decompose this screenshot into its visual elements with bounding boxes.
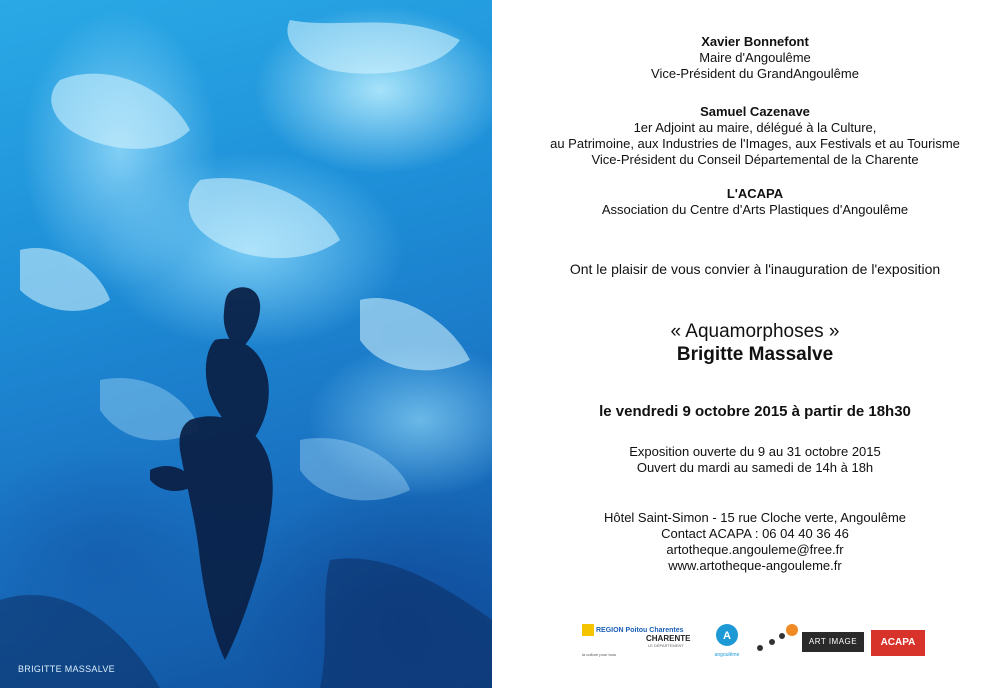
host-title: Vice-Président du GrandAngoulême bbox=[651, 66, 859, 81]
acapa-dots-logo bbox=[750, 620, 800, 660]
host-name: Xavier Bonnefont bbox=[701, 34, 809, 49]
contact-block bbox=[510, 510, 1000, 574]
charente-logo-text: CHARENTE bbox=[646, 634, 691, 643]
contact-email[interactable]: artotheque.angouleme@free.fr bbox=[666, 542, 844, 557]
region-logo-tagline: la culture pour tous bbox=[582, 652, 617, 657]
artwork-photo bbox=[0, 0, 492, 688]
host-block-acapa bbox=[510, 186, 1000, 218]
host-title: 1er Adjoint au maire, délégué à la Culture, bbox=[633, 120, 877, 135]
angouleme-logo-text: angoulême bbox=[714, 652, 740, 658]
schedule-line: Ouvert du mardi au samedi de 14h à 18h bbox=[636, 460, 874, 475]
address: Hôtel Saint-Simon - 15 rue Cloche verte, Angoulême bbox=[603, 510, 907, 525]
region-logo-text: REGION Poitou Charentes bbox=[596, 627, 684, 634]
artwork-caption: BRIGITTE MASSALVE bbox=[18, 664, 115, 674]
art-image-logo: ART IMAGE bbox=[802, 632, 864, 652]
schedule bbox=[510, 444, 1000, 476]
sponsor-logos bbox=[580, 620, 930, 662]
svg-text:A: A bbox=[723, 630, 731, 642]
artwork-shapes bbox=[0, 0, 492, 688]
contact-website[interactable]: www.artotheque-angouleme.fr bbox=[668, 558, 842, 573]
charente-logo-sub: LE DÉPARTEMENT bbox=[648, 643, 684, 648]
exhibition-heading bbox=[510, 320, 1000, 366]
opening-date: le vendredi 9 octobre 2015 à partir de 18h30 bbox=[599, 403, 911, 420]
contact-phone: Contact ACAPA : 06 04 40 36 46 bbox=[661, 526, 849, 541]
charente-logo bbox=[646, 632, 702, 648]
host-name: Samuel Cazenave bbox=[700, 104, 810, 119]
exhibition-title: « Aquamorphoses » bbox=[670, 321, 840, 342]
host-block-deputy bbox=[510, 104, 1000, 168]
invitation-text bbox=[510, 0, 1000, 688]
host-name: L'ACAPA bbox=[726, 186, 784, 201]
acapa-logo: ACAPA bbox=[871, 630, 925, 656]
host-title: au Patrimoine, aux Industries de l'Images, aux Festivals et au Tourisme bbox=[550, 136, 960, 151]
host-title: Association du Centre d'Arts Plastiques d'Angoulême bbox=[601, 202, 909, 217]
exhibition-artist: Brigitte Massalve bbox=[676, 344, 834, 365]
invitation-line: Ont le plaisir de vous convier à l'inauguration de l'exposition bbox=[569, 261, 941, 277]
host-title: Maire d'Angoulême bbox=[699, 50, 811, 65]
host-block-mayor bbox=[510, 34, 1000, 82]
angouleme-logo bbox=[708, 620, 746, 660]
schedule-line: Exposition ouverte du 9 au 31 octobre 2015 bbox=[629, 444, 881, 459]
host-title: Vice-Président du Conseil Départemental de la Charente bbox=[591, 152, 919, 167]
